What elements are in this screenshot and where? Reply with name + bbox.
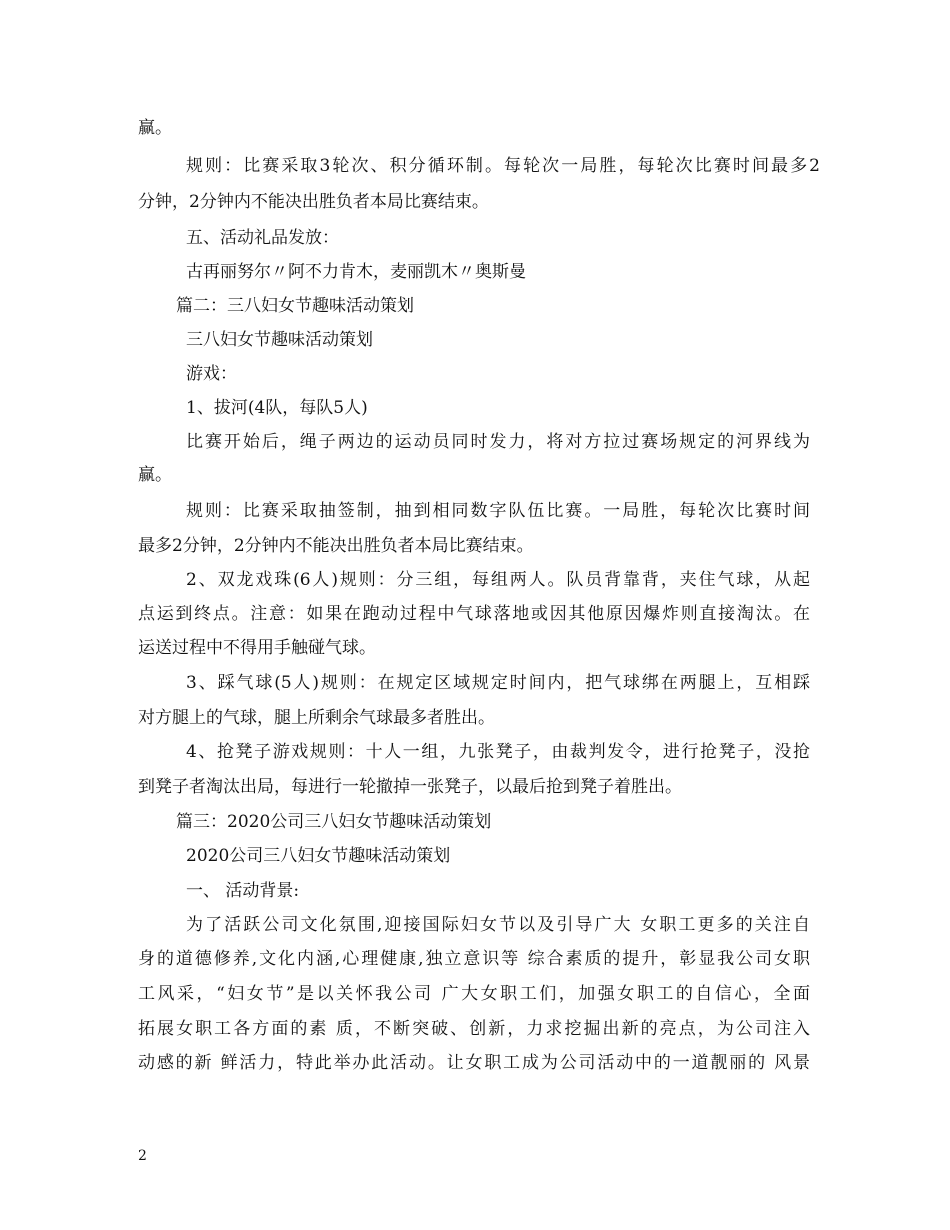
text-line: 为了活跃公司文化氛围,迎接国际妇女节以及引导广大 女职工更多的关注自 (186, 915, 810, 935)
text-line: 运送过程中不得用手触碰气球。 (138, 638, 376, 658)
section-heading: 篇二：三八妇女节趣味活动策划 (176, 296, 414, 316)
text-line: 身的道德修养,文化内涵,心理健康,独立意识等 综合素质的提升，彰显我公司女职 (138, 949, 810, 969)
text-line: 2、双龙戏珠(6人)规则：分三组，每组两人。队员背靠背，夹住气球，从起 (186, 570, 810, 590)
text-line: 拓展女职工各方面的素 质，不断突破、创新，力求挖掘出新的亮点，为公司注入 (138, 1019, 810, 1039)
text-line: 比赛开始后，绳子两边的运动员同时发力，将对方拉过赛场规定的河界线为 (186, 432, 810, 452)
page-number: 2 (138, 1148, 147, 1164)
text-line: 赢。 (138, 465, 172, 485)
text-line: 工风采，“妇女节”是以关怀我公司 广大女职工们，加强女职工的自信心，全面 (138, 984, 810, 1004)
text-line: 2020公司三八妇女节趣味活动策划 (186, 846, 451, 866)
text-line: 三八妇女节趣味活动策划 (186, 330, 373, 350)
text-line: 到凳子者淘汰出局，每进行一轮撤掉一张凳子，以最后抢到凳子着胜出。 (138, 777, 682, 797)
text-line: 规则：比赛采取3轮次、积分循环制。每轮次一局胜，每轮次比赛时间最多2 (186, 156, 820, 176)
text-line: 对方腿上的气球，腿上所剩余气球最多者胜出。 (138, 708, 495, 728)
text-line: 最多2分钟，2分钟内不能决出胜负者本局比赛结束。 (138, 536, 534, 556)
text-line: 点运到终点。注意：如果在跑动过程中气球落地或因其他原因爆炸则直接淘汰。在 (138, 604, 810, 624)
text-line: 动感的新 鲜活力，特此举办此活动。让女职工成为公司活动中的一道靓丽的 风景 (138, 1053, 810, 1073)
text-line: 4、抢凳子游戏规则：十人一组，九张凳子，由裁判发令，进行抢凳子，没抢 (186, 742, 810, 762)
text-line: 规则：比赛采取抽签制，抽到相同数字队伍比赛。一局胜，每轮次比赛时间 (186, 501, 810, 521)
text-line: 五、活动礼品发放： (186, 228, 339, 248)
text-line: 分钟，2分钟内不能决出胜负者本局比赛结束。 (138, 192, 489, 212)
text-line: 1、拔河(4队，每队5人) (186, 398, 368, 418)
text-line: 一、 活动背景: (186, 881, 300, 901)
text-line: 赢。 (138, 118, 172, 138)
text-line: 3、踩气球(5人)规则：在规定区域规定时间内，把气球绑在两腿上，互相踩 (186, 673, 810, 693)
text-line: 古再丽努尔〃阿不力肯木，麦丽凯木〃奥斯曼 (186, 262, 526, 282)
section-heading: 篇三：2020公司三八妇女节趣味活动策划 (176, 812, 492, 832)
text-line: 游戏： (186, 364, 237, 384)
